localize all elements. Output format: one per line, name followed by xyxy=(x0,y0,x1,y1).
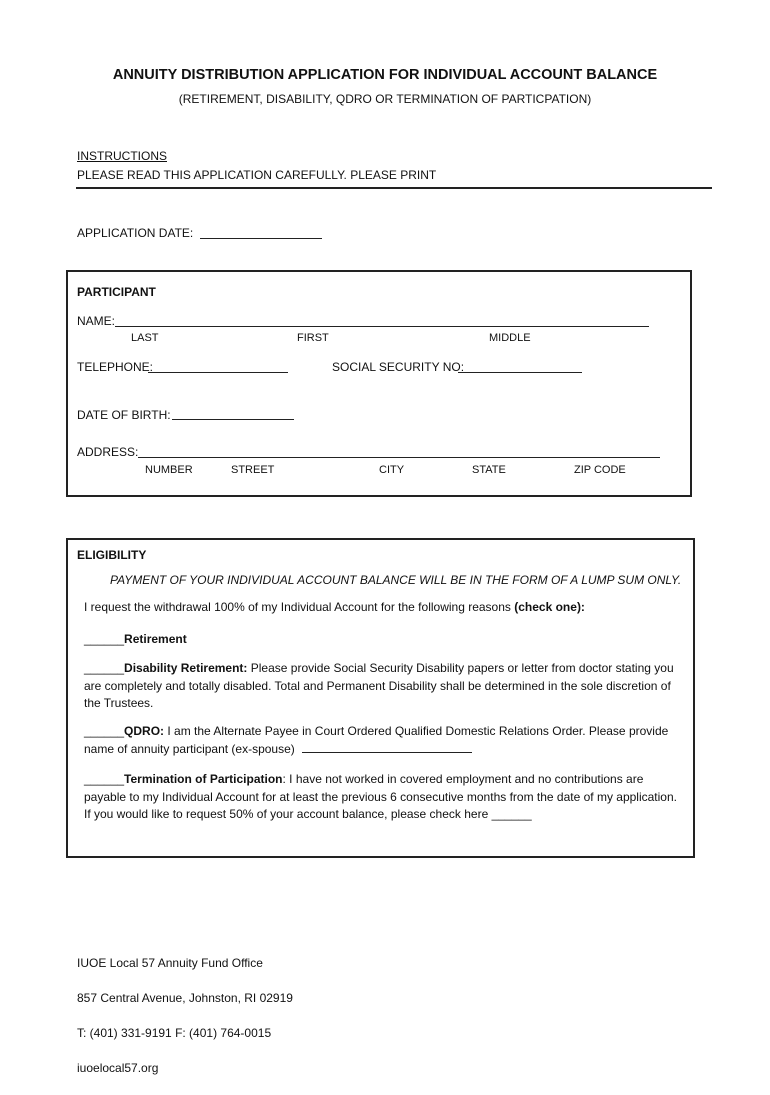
footer-line-3: T: (401) 331-9191 F: (401) 764-0015 xyxy=(77,1025,272,1040)
footer-line-1: IUOE Local 57 Annuity Fund Office xyxy=(77,955,263,970)
retirement-label: Retirement xyxy=(124,632,187,646)
lump-sum-notice: PAYMENT OF YOUR INDIVIDUAL ACCOUNT BALANCE WILL BE IN THE FORM OF A LUMP SUM ONLY. xyxy=(110,573,682,587)
form-title: ANNUITY DISTRIBUTION APPLICATION FOR INDIVIDUAL ACCOUNT BALANCE xyxy=(112,67,658,83)
ssn-field[interactable] xyxy=(458,372,582,373)
option-termination xyxy=(84,771,684,824)
address-street-caption: STREET xyxy=(231,464,275,476)
telephone-label: TELEPHONE: xyxy=(77,360,154,374)
option-retirement xyxy=(84,631,684,649)
name-field[interactable] xyxy=(115,326,649,327)
address-city-caption: CITY xyxy=(379,464,405,476)
address-state-caption: STATE xyxy=(472,464,506,476)
application-date-field[interactable] xyxy=(200,238,322,239)
instructions-text: PLEASE READ THIS APPLICATION CAREFULLY. PLEASE PRINT xyxy=(77,168,437,182)
instructions-heading: INSTRUCTIONS xyxy=(77,149,167,163)
telephone-field[interactable] xyxy=(148,372,288,373)
application-date-label: APPLICATION DATE: xyxy=(77,226,194,240)
name-first-caption: FIRST xyxy=(297,332,329,344)
footer-line-2: 857 Central Avenue, Johnston, RI 02919 xyxy=(77,990,293,1005)
disability-label: Disability Retirement: xyxy=(124,661,248,675)
request-text: I request the withdrawal 100% of my Individual Account for the following reasons xyxy=(84,600,511,614)
disability-checkbox-blank[interactable]: ______ xyxy=(84,661,125,675)
ssn-label: SOCIAL SECURITY NO: xyxy=(332,360,465,374)
ex-spouse-name-field[interactable] xyxy=(302,742,472,753)
request-check-one: (check one): xyxy=(514,600,585,614)
termination-label: Termination of Participation xyxy=(124,772,283,786)
dob-field[interactable] xyxy=(172,419,294,420)
option-qdro xyxy=(84,723,684,758)
footer-website: iuoelocal57.org xyxy=(77,1060,159,1075)
termination-text: : I have not worked in covered employment and no contributions are payable to my Individual Account for at least the previous 6 consecutive months from the date of my application. If you would like to request 50% of your account balance, please check here ______ xyxy=(84,772,677,821)
section-divider xyxy=(76,187,712,189)
name-label: NAME: xyxy=(77,314,116,328)
address-number-caption: NUMBER xyxy=(145,464,193,476)
qdro-checkbox-blank[interactable]: ______ xyxy=(84,724,125,738)
request-statement xyxy=(84,600,585,614)
qdro-text: I am the Alternate Payee in Court Ordered Qualified Domestic Relations Order. Please provide name of annuity participant (ex-spouse) xyxy=(84,724,669,756)
form-subtitle: (RETIREMENT, DISABILITY, QDRO OR TERMINATION OF PARTICPATION) xyxy=(178,92,592,106)
retirement-checkbox-blank[interactable]: ______ xyxy=(84,632,125,646)
termination-checkbox-blank[interactable]: ______ xyxy=(84,772,125,786)
address-field[interactable] xyxy=(138,457,660,458)
dob-label: DATE OF BIRTH: xyxy=(77,408,171,422)
name-last-caption: LAST xyxy=(131,332,159,344)
eligibility-heading: ELIGIBILITY xyxy=(77,548,147,562)
address-zip-caption: ZIP CODE xyxy=(574,464,626,476)
qdro-label: QDRO: xyxy=(124,724,165,738)
disability-text: Please provide Social Security Disability papers or letter from doctor stating you are completely and totally disabled. Total and Permanent Disability shall be determined in the sole discretion of the Trustees. xyxy=(84,661,674,710)
name-middle-caption: MIDDLE xyxy=(489,332,531,344)
participant-heading: PARTICIPANT xyxy=(77,285,156,299)
footer-address xyxy=(77,937,293,1095)
option-disability xyxy=(84,660,684,713)
address-label: ADDRESS: xyxy=(77,445,139,459)
participant-section xyxy=(66,270,692,497)
